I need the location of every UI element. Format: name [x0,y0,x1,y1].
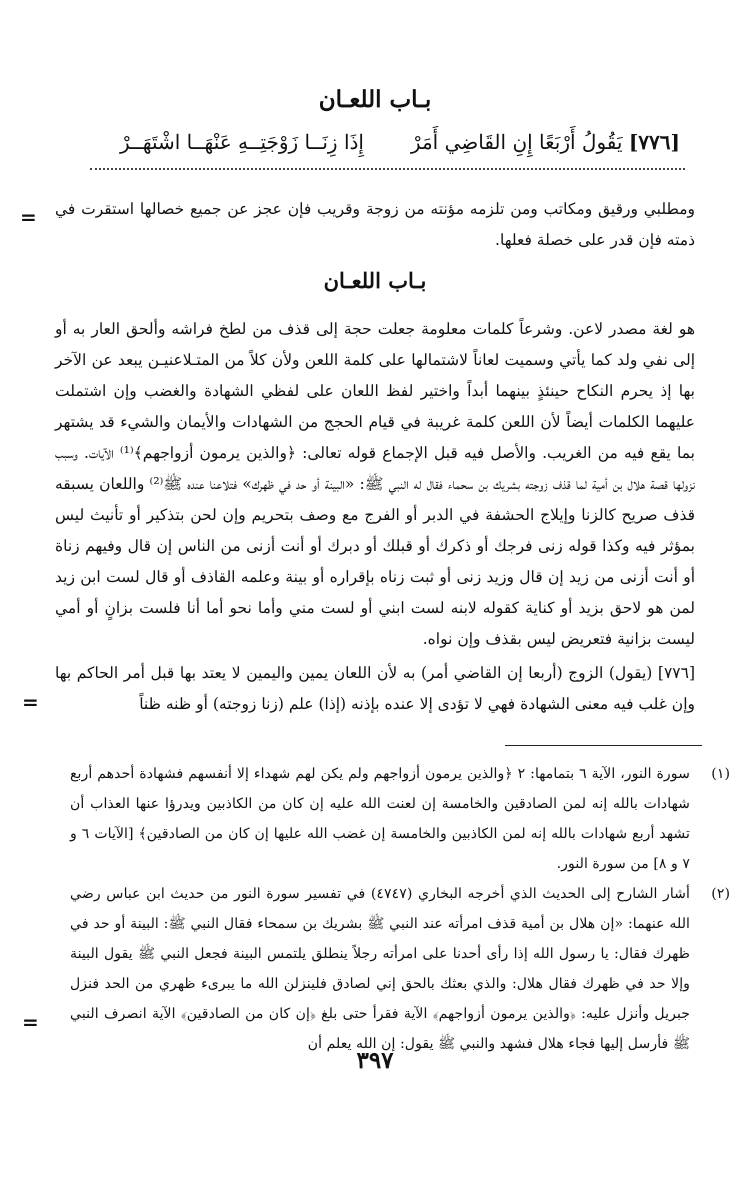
verse-second-hemistich: إِذَا زِنَــا زَوْجَتِــهِ عَنْهَــا اشْتَهَــرْ [120,130,364,154]
page-number: ٣٩٧ [356,1047,394,1074]
section-title: بـاب اللعـان [323,268,427,293]
footnote-2-text: أشار الشارح إلى الحديث الذي أخرجه البخاري (٤٧٤٧) في تفسير سورة النور من حديث ابن عباس رضي الله عنهما: «إن هلال بن أمية قذف امرأته عند النبي ﷺ بشريك بن سمحاء فقال النبي ﷺ: البينة أو حد في ظهرك فقال: يا رسول الله إذا رأى أحدنا على امرأته رجلاً ينطلق يلتمس البينة فجعل النبي ﷺ يقول البينة وإلا حد في ظهرك فقال هلال: والذي بعثك بالحق إني لصادق فلينزلن الله ما يبرىء ظهري من الحد فنزل جبريل وأنزل عليه: ﴿والذين يرمون أزواجهم﴾ الآية فقرأ حتى بلغ ﴿إن كان من الصادقين﴾ الآية انصرف النبي ﷺ فأرسل إليها فجاء هلال فشهد والنبي ﷺ يقول: إن الله يعلم أن [70,886,690,1052]
verse-first-hemistich: يَقُولُ أَرْبَعًا إِنِ القَاضِي أَمَرْ [410,130,623,154]
verse-line [120,130,680,154]
footnote-2 [70,879,730,1059]
continuation-mark-commentary: = [22,690,39,714]
footnote-2-number: (٢) [711,886,730,902]
continuation-mark-top: = [20,205,37,229]
footnote-rule [505,745,702,746]
verse-first-half [411,130,680,154]
continuation-mark-footnote: = [22,1010,39,1034]
dotted-separator [90,168,685,170]
carryover-paragraph: ومطلبي ورقيق ومكاتب ومن تلزمه مؤنته من زوجة وقريب فإن عجز عن جميع خصالها استقرت في ذمته فإن قدر على خصلة فعلها. [55,200,695,249]
main-paragraph: هو لغة مصدر لاعن. وشرعاً كلمات معلومة جعلت حجة إلى قذف من لطخ فراشه وألحق العار به أو إلى نفي ولد كما يأتي وسميت لعاناً لاشتمالها على كلمة اللعن ولأن كلاً من المتـلاعنيـن يبعد عن الآخر بها إذ يحرم النكاح حينئذٍ بينهما أبداً واختير لفظ اللعان على لفظي الشهادة والغضب وإن اشتملت عليهما الكلمات أيضاً لأن اللعن كلمة غريبة في قيام الحجج من الشهادات والأيمان والشيء قد يشتهر بما يقع فيه من الغريب. والأصل فيه قبل الإجماع قوله تعالى: ﴿والذين يرمون أزواجهم﴾⁽¹⁾ الآيات. وسبب نزولها قصة هلال بن أمية لما قذف زوجته بشريك بن سحماء فقال له النبي ﷺ: «البينة أو حد في ظهرك» فتلاعنا عنده ﷺ⁽²⁾ واللعان يسبقه قذف صريح كالزنا وإيلاج الحشفة في الدبر أو الفرج مع وصف بتحريم وإن لحن بتذكير أو تأنيث ليس بمؤثر فيه وكذا قوله زنى فرجك أو ذكرك أو قبلك أو دبرك أو أنت أزنى من الناس إن قال وفيهم زناة أو أنت أزنى من زيد إن قال وزيد زنى أو ثبت زناه بإقراره أو بينة وعلمه القاذف أو قال لست ابن زيد لمن هو لاحق بزيد أو كناية كقوله لابنه لست ابني أو لست مني وأما نحو أما أنا فلست بزانٍ أو أمي ليست بزانية فتعريض ليس بقذف وإن نواه. [55,320,696,648]
footnote-1-number: (١) [711,766,730,782]
footnote-1-text: سورة النور، الآية ٦ بتمامها: ٢ ﴿والذين يرمون أزواجهم ولم يكن لهم شهداء إلا أنفسهم فشهادة أحدهم أربع شهادات بالله إنه لمن الصادقين والخامسة إن لعنت الله عليه إن كان من الكاذبين ويدرؤا عنها العذاب أن تشهد أربع شهادات بالله إنه لمن الكاذبين والخامسة إن غضب الله عليها إن كان من الصادقين﴾ [الآيات ٦ و ٧ و ٨] من سورة النور. [70,766,690,872]
commentary-paragraph: [٧٧٦] (يقول) الزوج (أربعا إن القاضي أمر) به لأن اللعان يمين واليمين لا يعتد بها قبل أمر الحاكم بها وإن غلب فيه معنى الشهادة فهي لا تؤدى إلا عنده بإذنه (إذا) علم (زنا زوجته) أو ظنه ظناً [55,664,695,713]
chapter-title: بـاب اللعـان [318,86,432,113]
verse-number: [٧٧٦] [628,130,680,154]
footnote-1 [70,759,730,879]
